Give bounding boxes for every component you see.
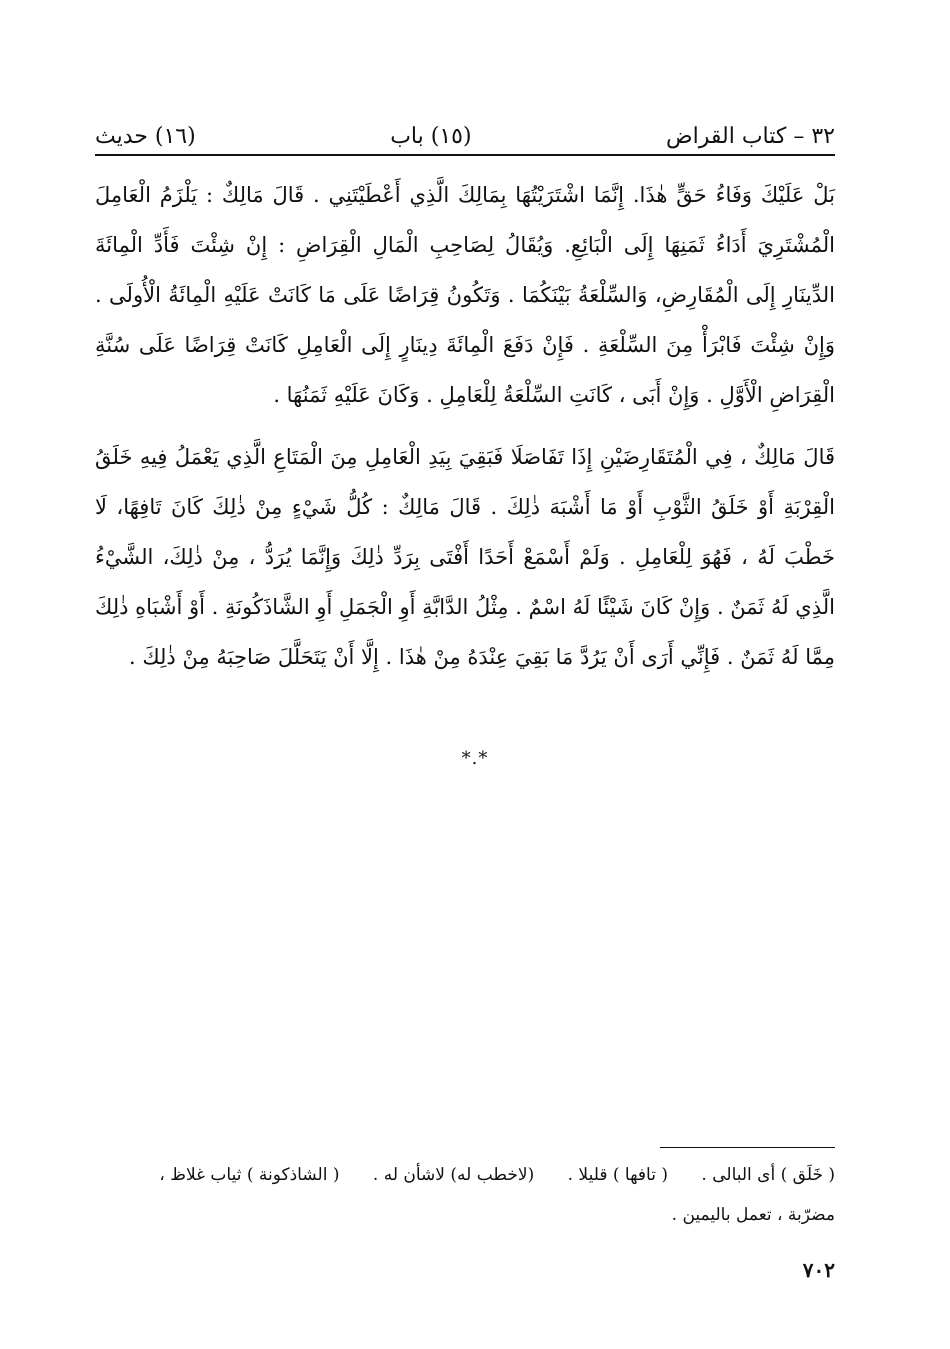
header-divider: [95, 154, 835, 156]
header-hadith-number: (١٦) حديث: [95, 123, 196, 149]
section-end-ornament: *.*: [461, 748, 489, 769]
footnote-divider: [660, 1147, 835, 1148]
footnotes: [95, 1155, 835, 1235]
footnote-shadhakuna: ( الشاذكونة ) ثياب غلاظ ،: [159, 1165, 340, 1185]
footnote-khalaq: ( خَلَق ) أى البالى .: [701, 1165, 835, 1185]
footnote-line-1: [95, 1155, 835, 1195]
paragraph-2: قَالَ مَالِكٌ ، فِي الْمُتَقَارِضَيْنِ إِذَا تَفَاصَلَا فَبَقِيَ بِيَدِ الْعَامِلِ مِنَ الْمَتَاعِ الَّذِي يَعْمَلُ فِيهِ خَلَقُ الْقِرْبَةِ أَوْ خَلَقُ الثَّوْبِ أَوْ مَا أَشْبَهَ ذٰلِكَ . قَالَ مَالِكٌ : كُلُّ شَيْءٍ مِنْ ذٰلِكَ كَانَ تَافِهًا، لَا خَطْبَ لَهُ ، فَهُوَ لِلْعَامِلِ . وَلَمْ أَسْمَعْ أَحَدًا أَفْتَى بِرَدِّ ذٰلِكَ وَإِنَّمَا يُرَدُّ ، مِنْ ذٰلِكَ، الشَّيْءُ الَّذِي لَهُ ثَمَنٌ . وَإِنْ كَانَ شَيْئًا لَهُ اسْمٌ . مِثْلُ الدَّابَّةِ أَوِ الْجَمَلِ أَوِ الشَّاذَكُونَةِ . أَوْ أَشْبَاهِ ذٰلِكَ مِمَّا لَهُ ثَمَنٌ . فَإِنِّي أَرَى أَنْ يَرُدَّ مَا بَقِيَ عِنْدَهُ مِنْ هٰذَا . إِلَّا أَنْ يَتَحَلَّلَ صَاحِبَهُ مِنْ ذٰلِكَ .: [95, 445, 835, 669]
footnote-line-2: مضرّبة ، تعمل باليمين .: [671, 1205, 835, 1225]
main-text: [95, 170, 835, 682]
footnote-tafih: ( تافها ) قليلا .: [567, 1165, 668, 1185]
header-book-title: ٣٢ – كتاب القراض: [666, 123, 835, 149]
header-chapter-number: (١٥) باب: [390, 123, 472, 149]
footnote-la-khatb: (لاخطب له) لاشأن له .: [372, 1165, 535, 1185]
page-header: [95, 118, 835, 154]
paragraph-1: بَلْ عَلَيْكَ وَفَاءُ حَقٍّ هٰذَا. إِنَّمَا اشْتَرَيْتُهَا بِمَالِكَ الَّذِي أَعْطَيْتَنِي . قَالَ مَالِكٌ : يَلْزَمُ الْعَامِلَ الْمُشْتَرِيَ أَدَاءُ ثَمَنِهَا إِلَى الْبَائِعِ. وَيُقَالُ لِصَاحِبِ الْمَالِ الْقِرَاضِ : إِنْ شِئْتَ فَأَدِّ الْمِائَةَ الدِّينَارِ إِلَى الْمُقَارِضِ، وَالسِّلْعَةُ بَيْنَكُمَا . وَتَكُونُ قِرَاضًا عَلَى مَا كَانَتْ عَلَيْهِ الْمِائَةُ الْأُولَى . وَإِنْ شِئْتَ فَابْرَأْ مِنَ السِّلْعَةِ . فَإِنْ دَفَعَ الْمِائَةَ دِينَارٍ إِلَى الْعَامِلِ كَانَتْ قِرَاضًا عَلَى سُنَّةِ الْقِرَاضِ الْأَوَّلِ . وَإِنْ أَبَى ، كَانَتِ السِّلْعَةُ لِلْعَامِلِ . وَكَانَ عَلَيْهِ ثَمَنُهَا .: [95, 183, 835, 407]
page-number: ٧٠٢: [802, 1258, 835, 1282]
